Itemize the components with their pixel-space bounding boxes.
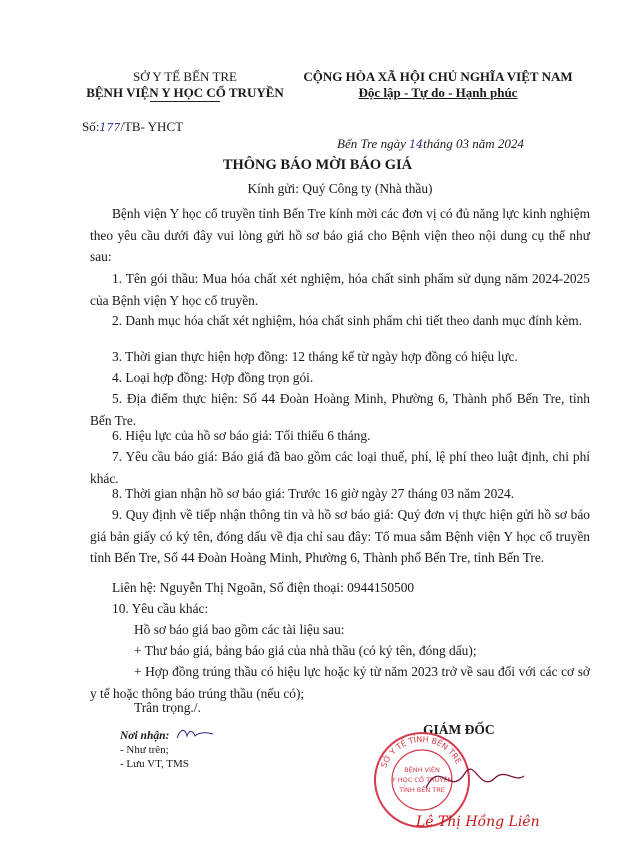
stamp-ring-text: SỞ Y TẾ TỈNH BẾN TRE <box>379 734 463 769</box>
document-date <box>337 136 524 152</box>
hospital-name: BỆNH VIỆN Y HỌC CỔ TRUYỀN <box>86 85 284 100</box>
contact-line: Liên hệ: Nguyễn Thị Ngoãn, Số điện thoại: 0944150500 <box>112 580 415 595</box>
item-5: 5. Địa điểm thực hiện: Số 44 Đoàn Hoàng Minh, Phường 6, Thành phố Bến Tre, tỉnh Bến Tre. <box>90 391 590 428</box>
recipient-1: - Như trên; <box>120 744 169 756</box>
signer-name: Lê Thị Hồng Liên <box>416 814 540 830</box>
item-9: 9. Quy định về tiếp nhận thông tin và hồ sơ báo giá: Quý đơn vị thực hiện gửi hồ sơ báo giá bản giấy có ký tên, đóng dấu về địa chỉ sau đây: Tổ mua sắm Bệnh viện Y học cổ truyền tỉnh Bến Tre, Số 44 Đoàn Hoàng Minh, Phường 6, Thành phố Bến Tre, tỉnh Bến Tre. <box>90 507 590 565</box>
stamp-line-2: Y HỌC CỔ TRUYỀN <box>391 776 453 784</box>
item-10-sub-3: + Hợp đồng trúng thầu có hiệu lực hoặc ký từ năm 2023 trở về sau đối với các cơ sở y tế hoặc thông báo trúng thầu (nếu có); <box>90 664 590 701</box>
document-number <box>82 119 183 135</box>
director-signature <box>420 748 530 808</box>
country-name: CỘNG HÒA XÃ HỘI CHỦ NGHĨA VIỆT NAM <box>303 69 573 84</box>
motto: Độc lập - Tự do - Hạnh phúc <box>358 85 518 100</box>
item-10-sub-1: Hồ sơ báo giá bao gồm các tài liệu sau: <box>134 622 345 637</box>
date-prefix: Bến Tre ngày <box>337 136 406 151</box>
stamp-line-1: BỆNH VIỆN <box>404 766 440 774</box>
item-7: 7. Yêu cầu báo giá: Báo giá đã bao gồm các loại thuế, phí, lệ phí theo luật định, chi phí khác. <box>90 449 590 486</box>
doc-no-prefix: Số: <box>82 119 100 134</box>
initial-signature <box>175 726 215 742</box>
recipients-label: Nơi nhận: <box>120 730 170 742</box>
doc-no-handwritten: 177 <box>99 121 121 134</box>
page-title: THÔNG BÁO MỜI BÁO GIÁ <box>222 157 413 173</box>
stamp-line-3: TỈNH BẾN TRE <box>399 786 445 794</box>
item-4: 4. Loại hợp đồng: Hợp đồng trọn gói. <box>112 370 314 385</box>
ministry-name: SỞ Y TẾ BẾN TRE <box>132 69 237 84</box>
item-10-sub-2: + Thư báo giá, bảng báo giá của nhà thầu (có ký tên, đóng dấu); <box>134 643 477 658</box>
item-10: 10. Yêu cầu khác: <box>112 601 209 616</box>
item-3: 3. Thời gian thực hiện hợp đồng: 12 tháng kể từ ngày hợp đồng có hiệu lực. <box>112 349 518 364</box>
doc-no-suffix: /TB- YHCT <box>120 119 184 134</box>
item-2: 2. Danh mục hóa chất xét nghiệm, hóa chất sinh phẩm chi tiết theo danh mục đính kèm. <box>112 313 583 328</box>
item-6: 6. Hiệu lực của hồ sơ báo giá: Tối thiểu 6 tháng. <box>112 428 371 443</box>
intro-paragraph: Bệnh viện Y học cổ truyền tỉnh Bến Tre kính mời các đơn vị có đủ năng lực kinh nghiệm theo yêu cầu dưới đây vui lòng gửi hồ sơ báo giá cho Bệnh viện theo nội dung cụ thể như sau: <box>90 206 590 264</box>
signer-title: GIÁM ĐỐC <box>423 722 495 737</box>
recipient: Kính gửi: Quý Công ty (Nhà thầu) <box>247 181 433 196</box>
date-suffix: tháng 03 năm 2024 <box>423 136 524 151</box>
recipient-2: - Lưu VT, TMS <box>120 758 189 770</box>
item-1: 1. Tên gói thầu: Mua hóa chất xét nghiệm, hóa chất sinh phẩm sử dụng năm 2024-2025 của Bệnh viện Y học cổ truyền. <box>90 271 590 308</box>
date-day-handwritten: 14 <box>409 138 424 151</box>
item-8: 8. Thời gian nhận hồ sơ báo giá: Trước 16 giờ ngày 27 tháng 03 năm 2024. <box>112 486 515 501</box>
hospital-underline <box>150 101 220 102</box>
closing: Trân trọng./. <box>134 700 201 715</box>
